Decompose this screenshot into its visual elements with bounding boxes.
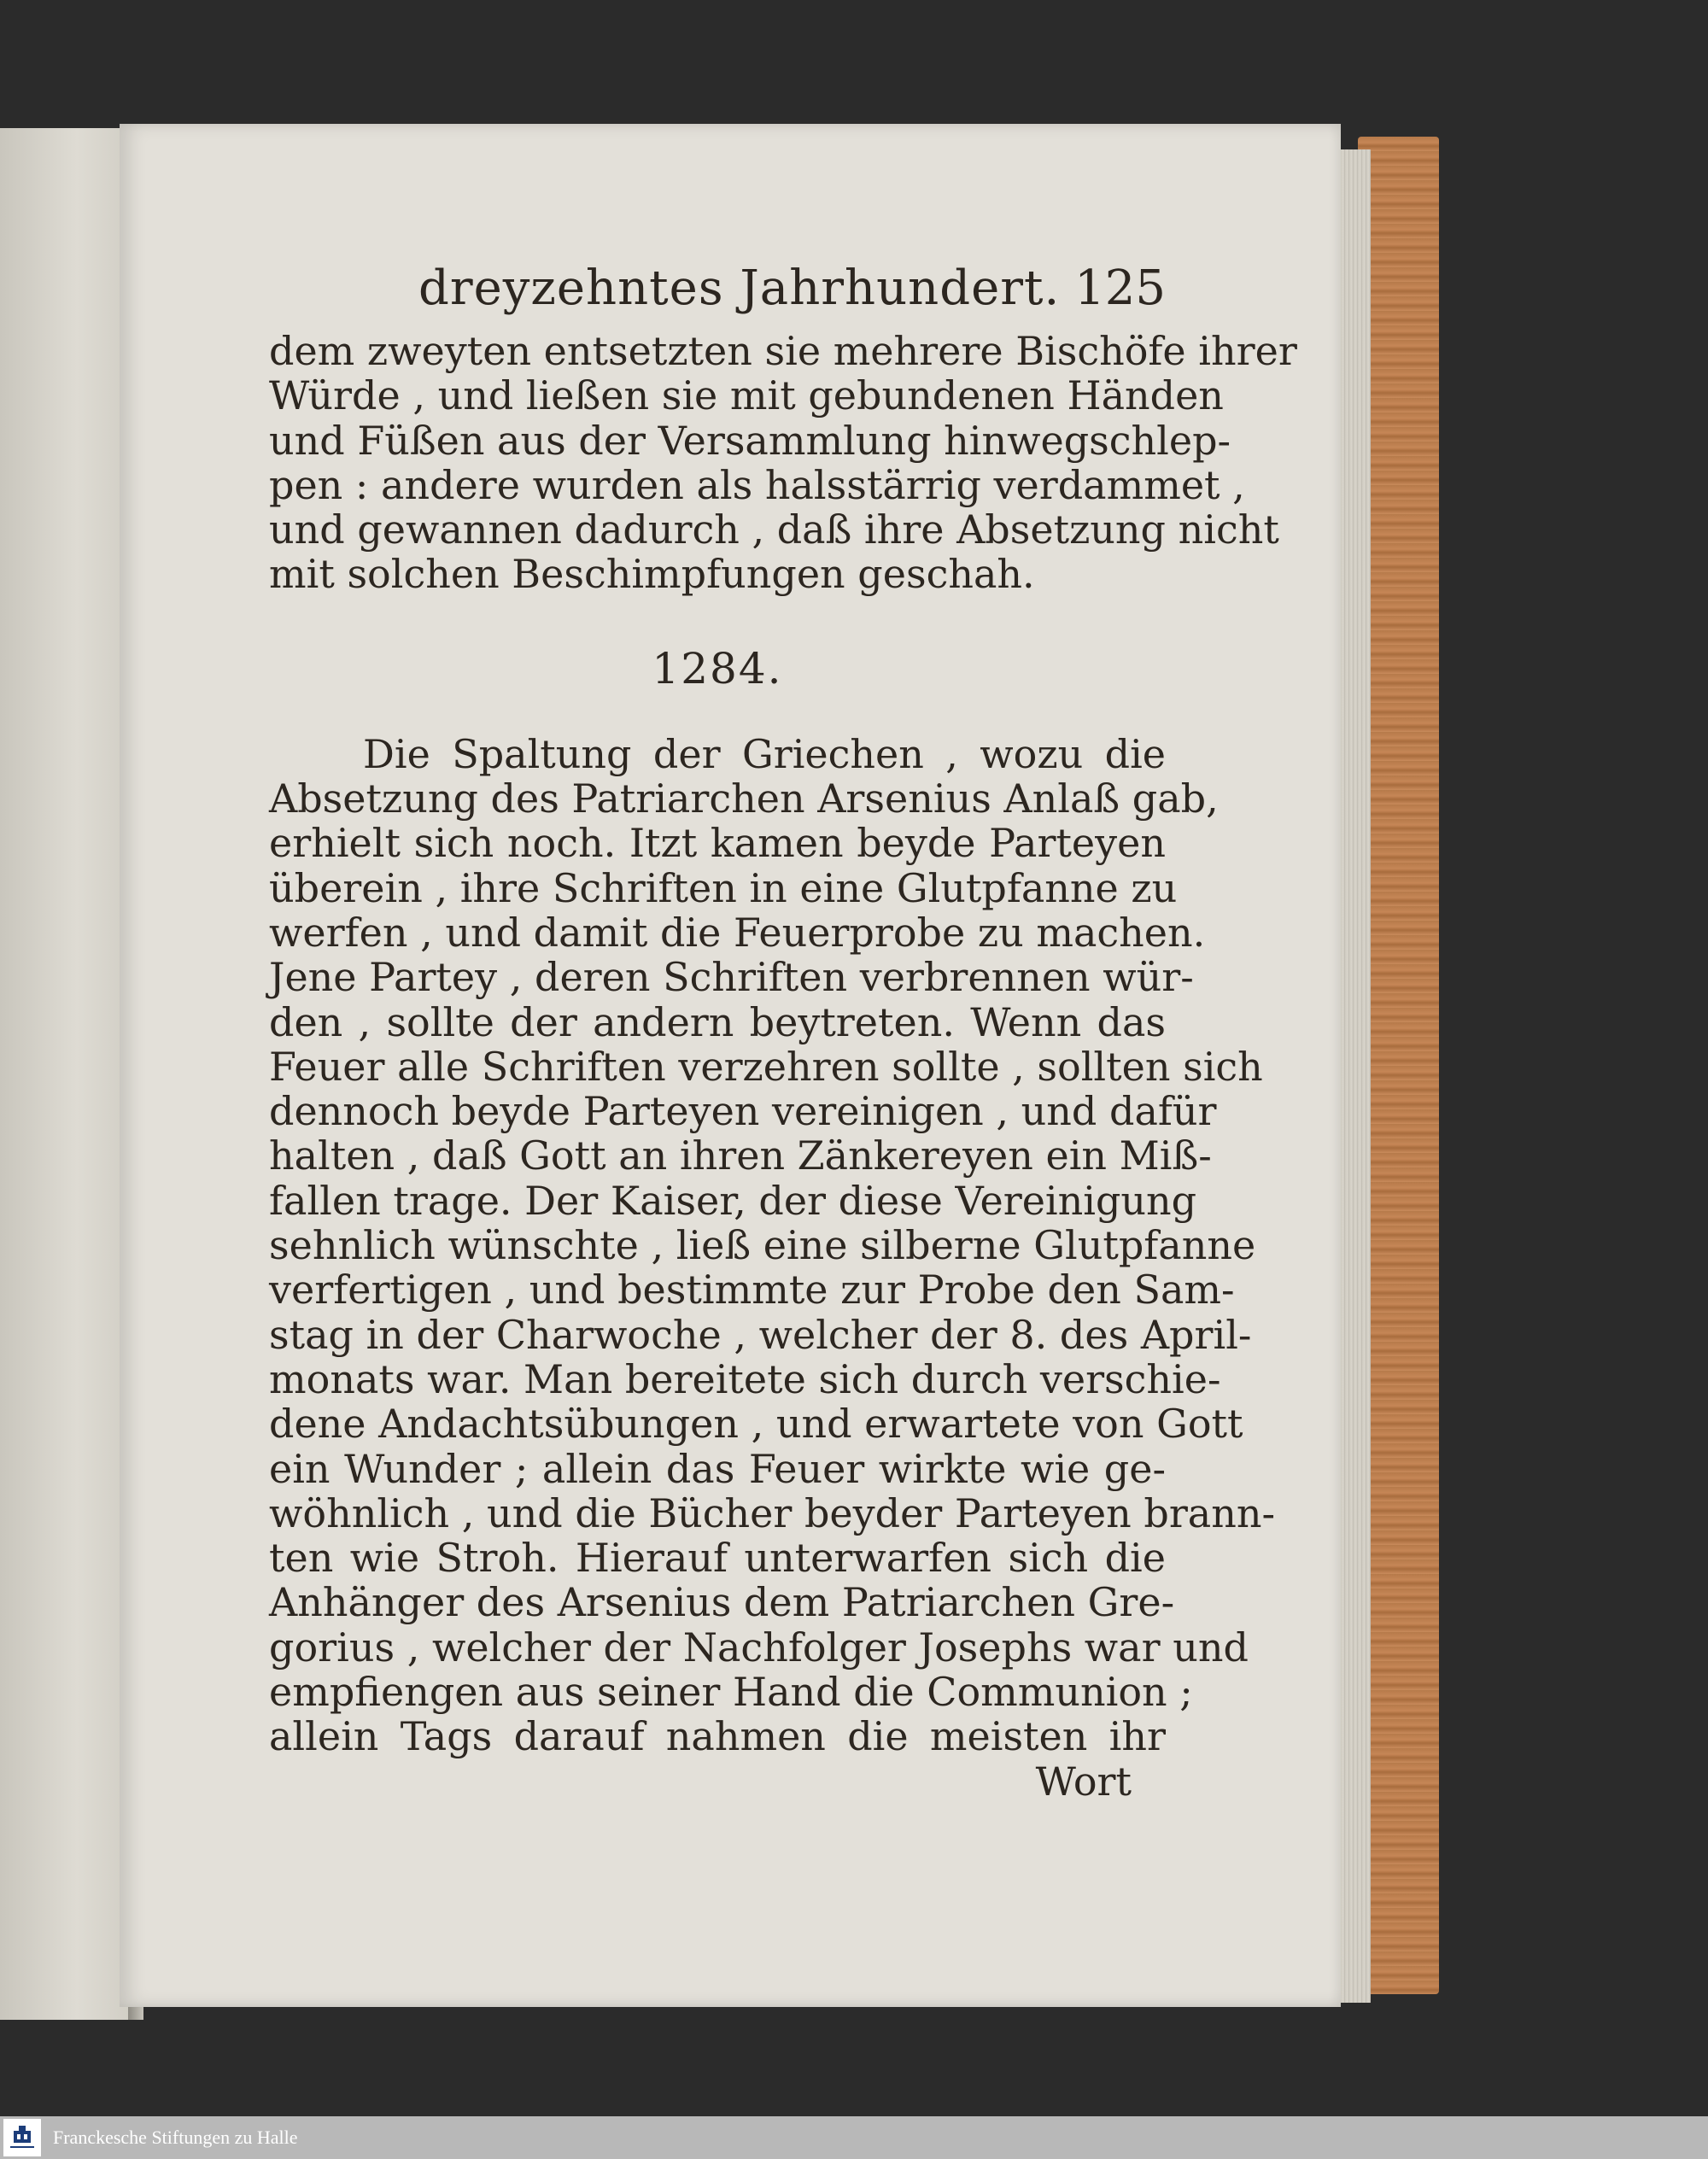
text-line: Würde , und ließen sie mit gebundenen Händen bbox=[269, 372, 1224, 419]
text-line: Jene Partey , deren Schriften verbrennen wür- bbox=[269, 954, 1194, 1001]
text-line: Feuer alle Schriften verzehren sollte , sollten sich bbox=[269, 1043, 1263, 1090]
text-line: empfiengen aus seiner Hand die Communion ; bbox=[269, 1669, 1193, 1716]
text-line: ein Wunder ; allein das Feuer wirkte wie ge- bbox=[269, 1445, 1166, 1492]
text-line: Die Spaltung der Griechen , wozu die bbox=[363, 730, 1166, 777]
text-line: und gewannen dadurch , daß ihre Absetzung nicht bbox=[269, 506, 1279, 553]
running-title: dreyzehntes Jahrhundert. bbox=[418, 260, 1061, 316]
text-line: Absetzung des Patriarchen Arsenius Anlaß gab, bbox=[269, 775, 1219, 822]
left-page-edge bbox=[0, 128, 131, 2020]
text-line: stag in der Charwoche , welcher der 8. des April- bbox=[269, 1311, 1252, 1358]
text-line: Anhänger des Arsenius dem Patriarchen Gre- bbox=[269, 1579, 1175, 1626]
year-heading: 1284. bbox=[652, 643, 783, 693]
footer-bar bbox=[0, 2116, 1708, 2159]
footer-label: Franckesche Stiftungen zu Halle bbox=[53, 2127, 298, 2148]
text-line: monats war. Man bereitete sich durch verschie- bbox=[269, 1355, 1221, 1402]
page-number: 125 bbox=[1074, 260, 1166, 316]
catchword: Wort bbox=[1035, 1758, 1132, 1805]
text-line: erhielt sich noch. Itzt kamen beyde Parteyen bbox=[269, 820, 1166, 867]
text-line: mit solchen Beschimpfungen geschah. bbox=[269, 551, 1035, 598]
text-line: allein Tags darauf nahmen die meisten ihr bbox=[269, 1713, 1166, 1760]
text-line: überein , ihre Schriften in eine Glutpfanne zu bbox=[269, 864, 1178, 911]
running-head bbox=[269, 252, 1166, 329]
foundation-emblem-icon bbox=[3, 2119, 41, 2156]
text-line: sehnlich wünschte , ließ eine silberne Glutpfanne bbox=[269, 1222, 1256, 1269]
book-page bbox=[120, 124, 1341, 2007]
text-line: den , sollte der andern beytreten. Wenn das bbox=[269, 998, 1166, 1045]
text-line: dene Andachtsübungen , und erwartete von Gott bbox=[269, 1401, 1243, 1448]
text-line: ten wie Stroh. Hierauf unterwarfen sich die bbox=[269, 1535, 1166, 1582]
text-line: wöhnlich , und die Bücher beyder Parteyen brann- bbox=[269, 1489, 1276, 1536]
text-line: pen : andere wurden als halsstärrig verdammet , bbox=[269, 461, 1245, 508]
text-line: halten , daß Gott an ihren Zänkereyen ein Miß- bbox=[269, 1132, 1212, 1179]
text-line: fallen trage. Der Kaiser, der diese Vereinigung bbox=[269, 1177, 1197, 1224]
text-line: und Füßen aus der Versammlung hinwegschlep- bbox=[269, 417, 1231, 464]
paragraph-continued bbox=[269, 328, 1297, 598]
paragraph-main bbox=[269, 730, 1276, 1760]
text-line: dennoch beyde Parteyen vereinigen , und dafür bbox=[269, 1088, 1217, 1135]
text-block bbox=[269, 252, 1297, 1805]
text-line: dem zweyten entsetzten sie mehrere Bischöfe ihrer bbox=[269, 328, 1297, 374]
text-line: werfen , und damit die Feuerprobe zu machen. bbox=[269, 909, 1206, 956]
text-line: gorius , welcher der Nachfolger Josephs war und bbox=[269, 1624, 1249, 1670]
text-line: verfertigen , und bestimmte zur Probe den Sam- bbox=[269, 1267, 1235, 1314]
